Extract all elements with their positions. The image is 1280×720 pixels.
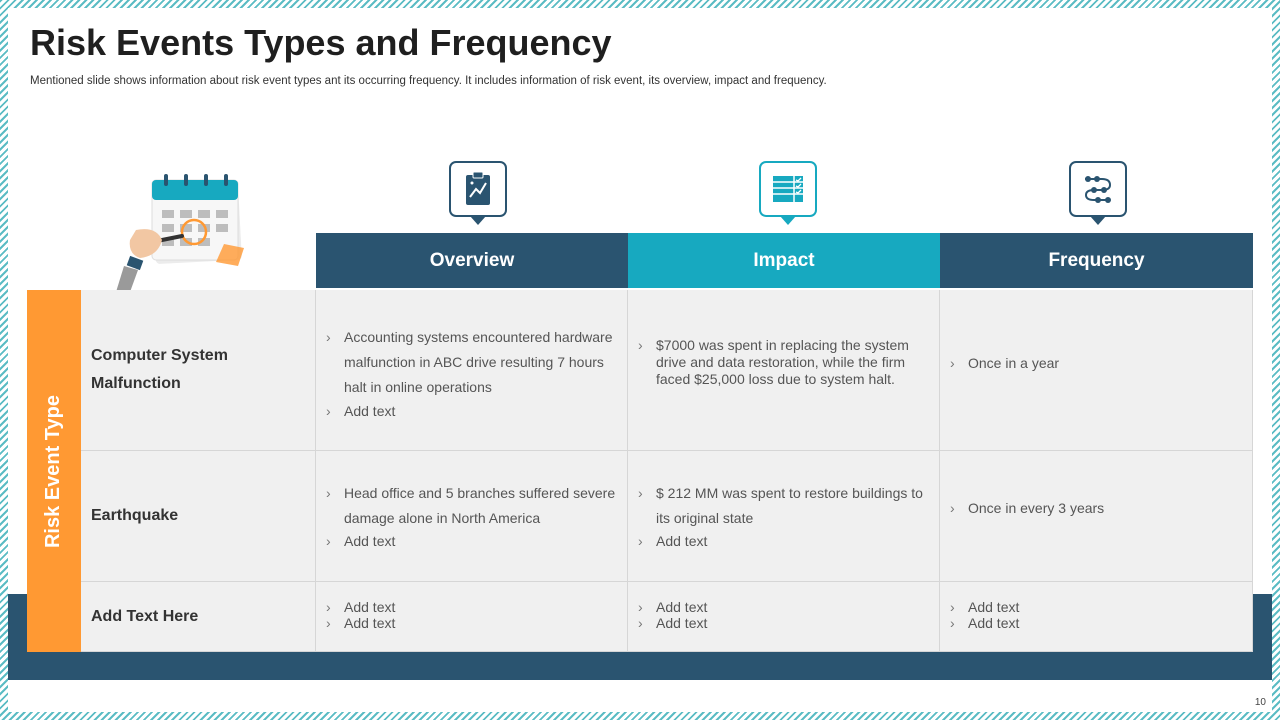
frequency-icon-pointer <box>1090 216 1106 225</box>
table-cell <box>628 582 940 652</box>
table-cell <box>940 582 1253 652</box>
row-label-add-text <box>81 582 316 652</box>
list-item: › Add text <box>326 401 621 421</box>
row-label-earthquake <box>81 451 316 582</box>
table-cell <box>628 451 940 582</box>
column-header-frequency: Frequency <box>940 233 1253 288</box>
impact-icon-pointer <box>780 216 796 225</box>
list-item: › Add text <box>950 615 1019 631</box>
list-item: › Add text <box>326 599 395 615</box>
list-item: › Add text <box>950 599 1019 615</box>
list-item: › Once in every 3 years <box>950 498 1240 518</box>
list-item: › $7000 was spent in replacing the system drive and data restoration, while the firm faced $25,000 loss due to system halt. <box>638 337 928 388</box>
page-title: Risk Events Types and Frequency <box>30 22 612 63</box>
list-item: › Add text <box>638 599 707 615</box>
row-label-text: Computer System Malfunction <box>91 347 228 392</box>
table-cell <box>316 451 628 582</box>
column-header-overview: Overview <box>316 233 628 288</box>
list-item: › Add text <box>638 615 707 631</box>
list-item: › $ 212 MM was spent to restore buildings to its original state <box>638 481 928 531</box>
row-label-text: Add Text Here <box>91 607 199 625</box>
column-header-impact: Impact <box>628 233 940 288</box>
list-item: › Head office and 5 branches suffered severe damage alone in North America <box>326 481 621 531</box>
side-label-text: Risk Event Type <box>42 394 65 548</box>
table-cell <box>316 582 628 652</box>
page-number: 10 <box>1254 697 1266 708</box>
overview-icon-pointer <box>470 216 486 225</box>
table-cell <box>316 290 628 451</box>
row-label-computer-system <box>81 290 316 451</box>
row-label-text: Earthquake <box>91 507 179 524</box>
list-item: › Add text <box>638 531 928 551</box>
page-subtitle: Mentioned slide shows information about risk event types ant its occurring frequency. It includes information of risk event, its overview, impact and frequency. <box>30 75 827 87</box>
list-item: › Add text <box>326 531 621 551</box>
list-item: › Add text <box>326 615 395 631</box>
table-cell <box>628 290 940 451</box>
table-cell <box>940 290 1253 451</box>
process-flow-icon <box>1069 161 1127 217</box>
side-label <box>27 290 81 652</box>
slide <box>8 8 1272 712</box>
table-cell <box>940 451 1253 582</box>
calendar-magnifier-illustration <box>106 174 256 292</box>
checklist-icon <box>759 161 817 217</box>
clipboard-chart-icon <box>449 161 507 217</box>
list-item: › Accounting systems encountered hardware malfunction in ABC drive resulting 7 hours halt in online operations <box>326 325 621 400</box>
list-item: › Once in a year <box>950 353 1240 373</box>
